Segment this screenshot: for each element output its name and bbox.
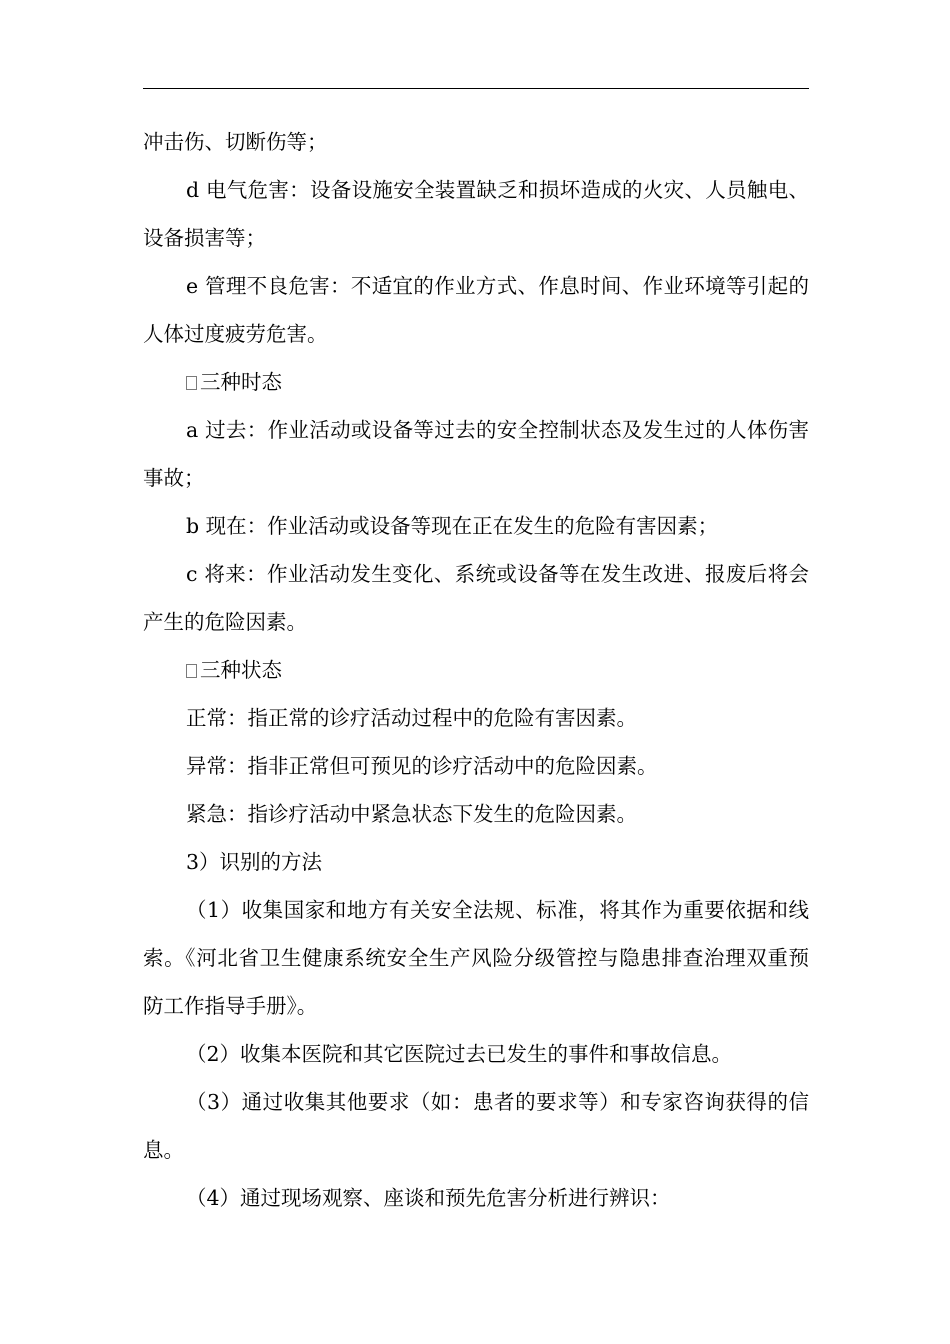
paragraph-future: c 将来：作业活动发生变化、系统或设备等在发生改进、报废后将会产生的危险因素。 [143,562,809,634]
paragraph-method-4: （4）通过现场观察、座谈和预先危害分析进行辨识： [186,1186,671,1210]
heading-three-states: 三种状态 [143,646,809,694]
paragraph-method-3: （3）通过收集其他要求（如：患者的要求等）和专家咨询获得的信息。 [143,1090,809,1162]
paragraph-method-2: （2）收集本医院和其它医院过去已发生的事件和事故信息。 [186,1042,733,1066]
heading-identification-methods: 3）识别的方法 [186,850,323,874]
bullet-box-icon [186,664,197,678]
bullet-box-icon [186,376,197,390]
paragraph-impact-injury: 冲击伤、切断伤等； [143,130,328,154]
paragraph-abnormal: 异常：指非正常但可预见的诊疗活动中的危险因素。 [186,754,658,778]
paragraph-emergency: 紧急：指诊疗活动中紧急状态下发生的危险因素。 [186,802,637,826]
header-rule [143,88,809,89]
paragraph-past: a 过去：作业活动或设备等过去的安全控制状态及发生过的人体伤害事故； [143,418,809,490]
document-body [143,118,809,1222]
paragraph-present: b 现在：作业活动或设备等现在正在发生的危险有害因素； [186,514,719,538]
paragraph-management-hazard: e 管理不良危害：不适宜的作业方式、作息时间、作业环境等引起的人体过度疲劳危害。 [143,274,809,346]
paragraph-method-1: （1）收集国家和地方有关安全法规、标准，将其作为重要依据和线索。《河北省卫生健康系统安全生产风险分级管控与隐患排查治理双重预防工作指导手册》。 [143,898,809,1018]
paragraph-normal: 正常：指正常的诊疗活动过程中的危险有害因素。 [186,706,637,730]
heading-three-tenses: 三种时态 [143,358,809,406]
paragraph-electrical-hazard: d 电气危害：设备设施安全装置缺乏和损坏造成的火灾、人员触电、设备损害等； [143,178,809,250]
